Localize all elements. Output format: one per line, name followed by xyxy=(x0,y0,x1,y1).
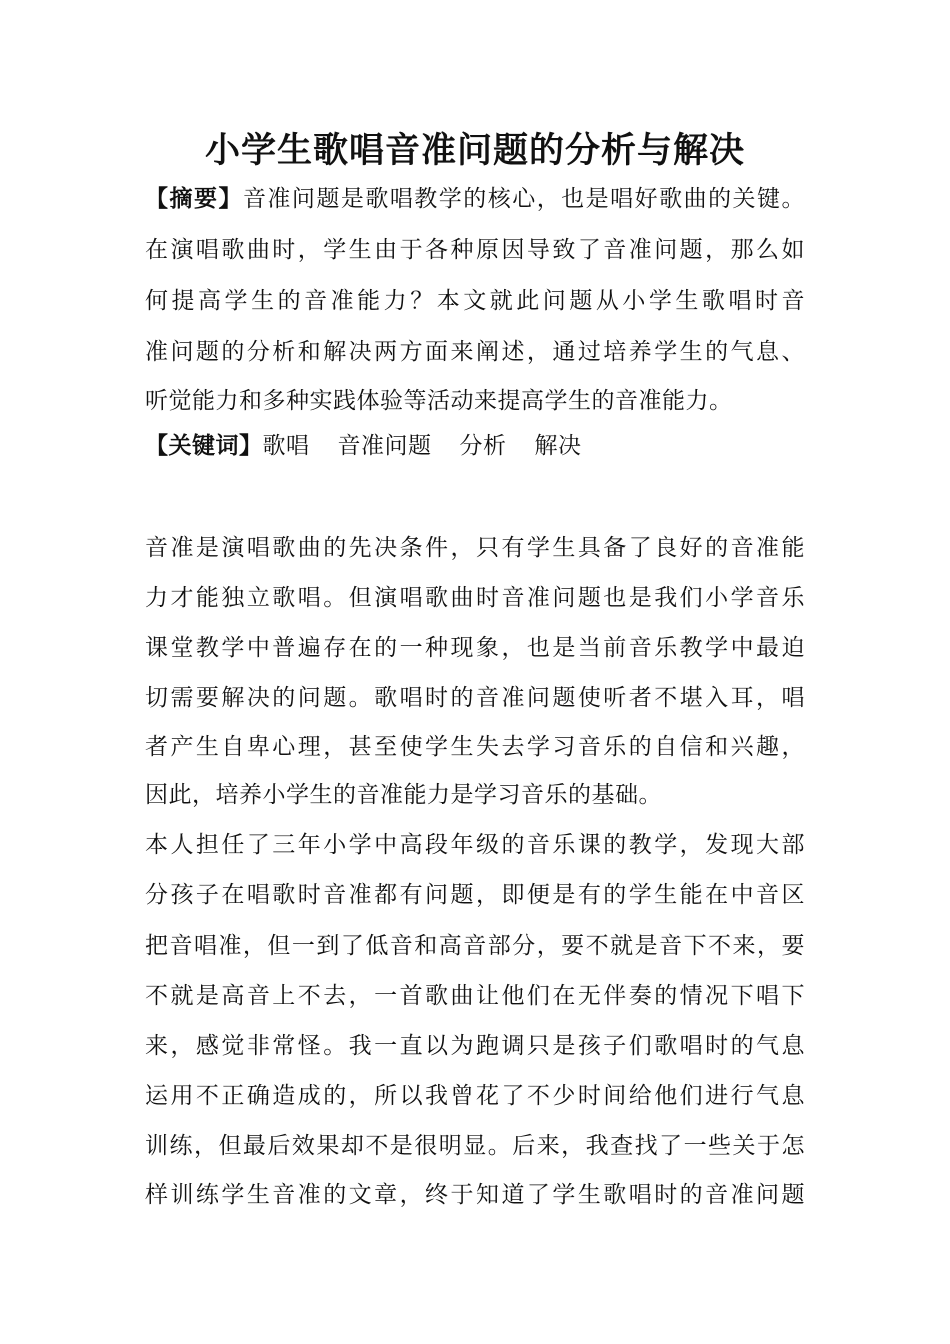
paragraph-line: 不就是高音上不去，一首歌曲让他们在无伴奏的情况下唱下 xyxy=(145,983,805,1009)
keyword: 分析 xyxy=(459,433,507,459)
abstract-text: 音准问题是歌唱教学的核心，也是唱好歌曲的关键。 xyxy=(242,186,806,212)
paragraph-line: 课堂教学中普遍存在的一种现象，也是当前音乐教学中最迫 xyxy=(145,635,805,661)
paragraph-line: 样训练学生音准的文章，终于知道了学生歌唱时的音准问题 xyxy=(145,1182,805,1208)
abstract-line: 何提高学生的音准能力？本文就此问题从小学生歌唱时音 xyxy=(145,288,805,314)
paragraph-line: 分孩子在唱歌时音准都有问题，即便是有的学生能在中音区 xyxy=(145,882,805,908)
keyword: 解决 xyxy=(534,433,582,459)
paragraph-line: 来，感觉非常怪。我一直以为跑调只是孩子们歌唱时的气息 xyxy=(145,1033,805,1059)
paragraph-line: 者产生自卑心理，甚至使学生失去学习音乐的自信和兴趣， xyxy=(145,734,805,760)
paragraph-line: 音准是演唱歌曲的先决条件，只有学生具备了良好的音准能 xyxy=(145,535,805,561)
keyword: 歌唱 xyxy=(262,433,310,459)
paragraph-line: 切需要解决的问题。歌唱时的音准问题使听者不堪入耳，唱 xyxy=(145,685,805,711)
abstract-line: 在演唱歌曲时，学生由于各种原因导致了音准问题，那么如 xyxy=(145,237,805,263)
document-title: 小学生歌唱音准问题的分析与解决 xyxy=(204,130,745,171)
paragraph-line: 因此，培养小学生的音准能力是学习音乐的基础。 xyxy=(145,782,662,808)
paragraph-line: 本人担任了三年小学中高段年级的音乐课的教学，发现大部 xyxy=(145,832,805,858)
paragraph-line: 训练，但最后效果却不是很明显。后来，我查找了一些关于怎 xyxy=(145,1133,805,1159)
abstract-line: 准问题的分析和解决两方面来阐述，通过培养学生的气息、 xyxy=(145,339,805,365)
paragraph-line: 把音唱准，但一到了低音和高音部分，要不就是音下不来，要 xyxy=(145,933,805,959)
abstract-line xyxy=(145,181,805,217)
keywords-label: 【关键词】 xyxy=(145,432,263,459)
abstract-line: 听觉能力和多种实践体验等活动来提高学生的音准能力。 xyxy=(145,388,733,414)
keyword: 音准问题 xyxy=(337,433,432,459)
paragraph-line: 运用不正确造成的，所以我曾花了不少时间给他们进行气息 xyxy=(145,1083,805,1109)
paragraph-line: 力才能独立歌唱。但演唱歌曲时音准问题也是我们小学音乐 xyxy=(145,585,805,611)
keywords-line xyxy=(145,428,805,464)
abstract-label: 【摘要】 xyxy=(145,185,243,212)
